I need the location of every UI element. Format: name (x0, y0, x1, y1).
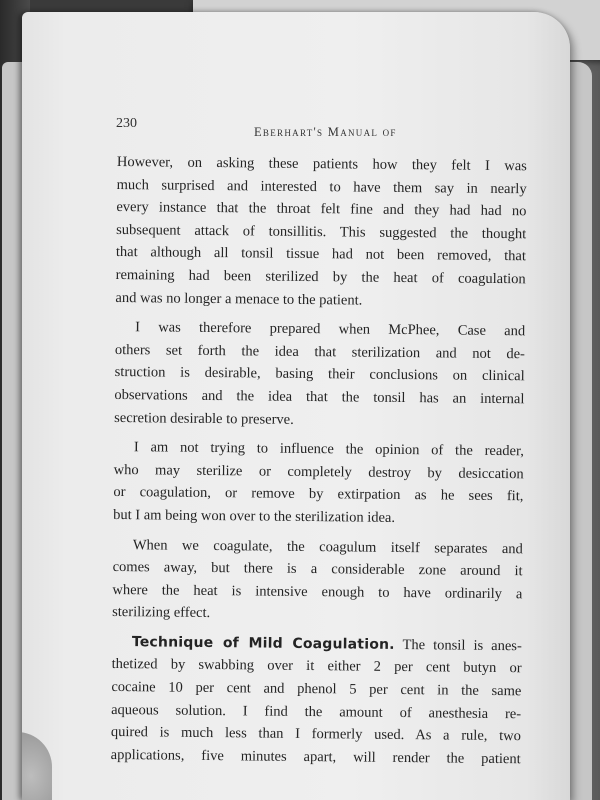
text-line: that although all tonsil tissue had not been removed, that (115, 244, 526, 265)
thumb (22, 732, 52, 800)
text-line: every instance that the throat felt fine and they had had no (116, 199, 527, 220)
text-line: aqueous solution. I find the amount of anesthesia re- (111, 701, 522, 722)
text-line: secretion desirable to preserve. (114, 409, 294, 428)
text-line: applications, five minutes apart, will render the patient (110, 746, 521, 768)
text-line: and was no longer a menace to the patient. (115, 289, 363, 309)
paragraph (111, 631, 522, 771)
text-line: thetized by swabbing over it either 2 per cent butyn or (111, 656, 522, 677)
text-line: I am not trying to influence the opinion of the reader, (133, 439, 524, 460)
text-line: observations and the idea that the tonsil has an internal (114, 386, 525, 408)
text-line: much surprised and interested to have them say in nearly (116, 176, 527, 197)
text-line: who may sterilize or completely destroy by desiccation (113, 461, 524, 482)
body-text (111, 151, 527, 771)
text-line: comes away, but there is a considerable zone around it (112, 559, 523, 580)
text-line: remaining had been sterilized by the heat of coagulation (115, 266, 526, 288)
text-line: where the heat is intensive enough to have ordinarily a (112, 581, 523, 602)
paragraph (112, 533, 523, 628)
text-line: I was therefore prepared when McPhee, Case and (135, 319, 526, 340)
book-page (22, 12, 570, 800)
running-head: Eberhart's Manual of (254, 125, 397, 139)
text-line: struction is desirable, basing their conclusions on clinical (114, 364, 525, 385)
text-line: sterilizing effect. (112, 604, 211, 622)
paragraph (113, 436, 524, 531)
text-line: However, on asking these patients how they felt I was (116, 153, 527, 175)
text-line: or coagulation, or remove by extirpation as he sees fit, (113, 484, 524, 505)
text-line: subsequent attack of tonsillitis. This suggested the thought (116, 221, 527, 243)
page-number: 230 (116, 116, 137, 131)
section-run-in-heading: Technique of Mild Coagulation. (131, 634, 395, 653)
text-line: When we coagulate, the coagulum itself separates and (132, 536, 523, 557)
text-line: cocaine 10 per cent and phenol 5 per cent in the same (111, 679, 522, 700)
text-line: quired is much less than I formerly used. As a rule, two (110, 724, 521, 745)
paragraph (114, 316, 525, 433)
text-line-rest: The tonsil is anes- (394, 636, 522, 655)
text-line: others set forth the idea that sterilization and not de- (114, 341, 525, 363)
paragraph (115, 151, 527, 313)
text-line: but I am being won over to the sterilization idea. (113, 506, 396, 526)
